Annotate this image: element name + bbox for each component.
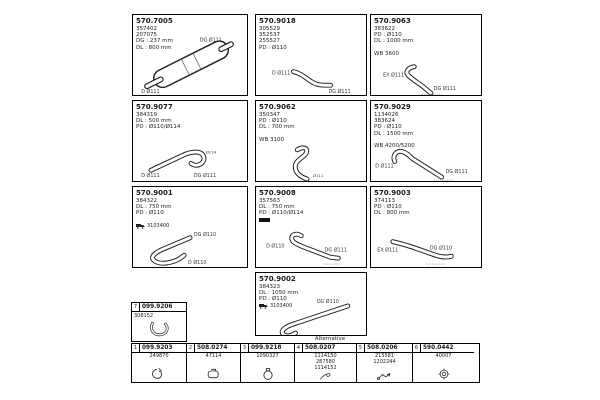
index-number: 5 (357, 344, 365, 352)
black-badge (259, 218, 270, 222)
diameter-callout: DG Ø111 (193, 173, 217, 180)
part-ref: 357402 (136, 26, 157, 32)
part-ref: 1202244 (373, 358, 396, 365)
part-spec: DL : 750 mm (259, 204, 295, 211)
alt-cell-590-0442 (412, 344, 474, 382)
part-spec: PD : Ø110 (259, 296, 287, 303)
part-ref: 249870 (149, 353, 169, 359)
cell-header (132, 344, 186, 353)
diameter-callout: DG Ø111 (445, 169, 468, 176)
part-number: 570.9018 (259, 17, 296, 25)
part-ref: 1114150 (314, 353, 337, 359)
diameter-callout: DG Ø111 (433, 86, 456, 93)
alt-cell-508-0206 (356, 344, 412, 382)
part-spec: DL : 800 mm (136, 44, 172, 51)
diameter-callout: D Ø111 (141, 173, 160, 180)
part-ref: 384323 (259, 284, 280, 290)
part-ref: 374113 (374, 198, 395, 204)
part-spec: PD : Ø110 (374, 32, 402, 39)
vehicle-application (136, 223, 169, 229)
alt-cell-508-0274 (186, 344, 240, 382)
part-cell-570-9003 (370, 186, 482, 268)
part-ref: 384319 (136, 112, 157, 118)
part-ref: 255527 (259, 38, 280, 45)
diameter-callout: D Ø111 (141, 89, 160, 95)
cell-header (132, 303, 186, 312)
part-ref: 40007 (435, 353, 452, 359)
index-number: 6 (413, 344, 421, 352)
part-number: 570.9063 (374, 17, 411, 25)
diameter-callout: D Ø111 (271, 70, 291, 77)
part-ref: 383622 (374, 26, 395, 32)
part-cell-570-7005 (132, 14, 248, 96)
part-spec: PD : Ø110 (374, 124, 402, 131)
diameter-callout: DG Ø110 (316, 300, 339, 306)
truck-icon (259, 303, 268, 309)
alt-cell-508-0207 (294, 344, 356, 382)
part-number: 570.9002 (259, 275, 296, 283)
part-spec: DL : 1500 mm (374, 130, 414, 137)
part-cell-570-9029 (370, 100, 482, 182)
part-ref: 352537 (259, 32, 280, 39)
part-spec: PD : Ø110 (259, 44, 287, 51)
diameter-callout: Ø111 (312, 173, 324, 179)
part-ref: 350347 (259, 112, 280, 118)
part-cell-570-9062 (255, 100, 367, 182)
part-cell-570-9018 (255, 14, 367, 96)
part-spec: DL : 800 mm (374, 210, 410, 217)
part-number: 570.7005 (136, 17, 173, 25)
gasket-icon (434, 367, 454, 381)
part-ref: 47114 (205, 353, 222, 359)
part-cell-570-9008 (255, 186, 367, 268)
hook-bracket-icon (315, 371, 337, 381)
diameter-callout: EX Ø111 (383, 72, 405, 79)
part-spec: PD : Ø110 (136, 210, 164, 217)
diameter-callout: Ø114 (205, 149, 217, 155)
alternatives-label: Alternative (314, 336, 346, 342)
part-spec: PD : Ø110/Ø114 (136, 124, 181, 131)
part-ref: 357563 (259, 198, 280, 204)
index-number: 2 (187, 344, 195, 352)
part-spec: DL : 1050 mm (259, 290, 299, 297)
cell-header (413, 344, 474, 353)
diameter-callout: DG Ø111 (199, 37, 222, 44)
part-cell-570-9063 (370, 14, 482, 96)
part-number: 570.9062 (259, 103, 296, 111)
part-number: 570.9029 (374, 103, 411, 111)
part-number: 570.9008 (259, 189, 296, 197)
diameter-callout: DG Ø111 (324, 247, 347, 254)
part-spec: DG : 237 mm (136, 38, 173, 45)
diameter-callout: DG Ø110 (429, 245, 453, 252)
part-spec: WB 3100 (259, 136, 284, 143)
part-spec: PD : Ø110 (259, 118, 287, 125)
band-clamp-icon (203, 366, 225, 381)
part-cell-570-9002 (255, 272, 367, 336)
part-ref: 287580 (315, 358, 336, 365)
truck-icon (136, 223, 145, 229)
diameter-callout: D Ø111 (375, 163, 394, 170)
clamp-icon (148, 366, 170, 381)
part-spec: DL : 1000 mm (374, 38, 414, 45)
part-number: 590.0442 (423, 345, 454, 351)
diameter-callout: DG Ø110 (193, 231, 217, 238)
part-spec: PD : Ø110/Ø114 (259, 210, 304, 217)
part-number: 508.0207 (305, 345, 336, 351)
part-ref: 1090327 (256, 353, 279, 359)
part-ref: 215581 (374, 353, 395, 359)
vehicle-application (259, 303, 292, 309)
diameter-callout: D Ø110 (266, 243, 285, 250)
diameter-callout: EX Ø111 (377, 247, 399, 254)
part-number: 099.9203 (142, 345, 173, 351)
part-spec: WB 3600 (374, 50, 399, 57)
diameter-callout: DG Ø111 (328, 89, 351, 95)
part-number: 508.0274 (197, 345, 228, 351)
vehicle-ref: 3103400 (270, 303, 293, 309)
alternatives-strip (131, 343, 480, 383)
part-number: 570.9001 (136, 189, 173, 197)
part-number: 570.9077 (136, 103, 173, 111)
part-ref: 383624 (374, 118, 395, 125)
part-cell-570-9077 (132, 100, 248, 182)
cell-header (241, 344, 294, 353)
part-ref: 305529 (259, 26, 280, 32)
index-number: 1 (132, 344, 140, 352)
part-ref: 207075 (136, 32, 157, 39)
index-number: 3 (241, 344, 249, 352)
hook-drawing (139, 320, 179, 338)
bolt-clamp-icon (257, 366, 279, 381)
part-spec: PD : Ø110 (374, 204, 402, 211)
part-spec: DL : 700 mm (259, 124, 295, 131)
cell-header (187, 344, 240, 353)
part-number: 570.9003 (374, 189, 411, 197)
part-spec: WB 4200/5200 (374, 143, 415, 149)
part-ref: 1114152 (314, 364, 337, 371)
index-number: 4 (295, 344, 303, 352)
index-number: 7 (132, 303, 140, 311)
part-cell-570-9001 (132, 186, 248, 268)
part-ref: 308152 (134, 313, 154, 319)
part-ref: 1134026 (374, 112, 399, 118)
part-ref: 384322 (136, 198, 157, 204)
part-number: 099.9218 (251, 345, 282, 351)
part-spec: DL : 750 mm (136, 204, 172, 211)
part-cell-099-9206 (131, 302, 187, 342)
alt-cell-099-9203 (132, 344, 186, 382)
diameter-callout: D Ø110 (188, 260, 207, 267)
part-spec: DL : 500 mm (136, 118, 172, 125)
part-number: 508.0206 (367, 345, 398, 351)
cell-header (357, 344, 412, 353)
cell-header (295, 344, 356, 353)
hanger-icon (374, 368, 396, 381)
vehicle-ref: 3103400 (147, 223, 170, 229)
part-number: 099.9206 (142, 304, 173, 310)
alt-cell-099-9218 (240, 344, 294, 382)
